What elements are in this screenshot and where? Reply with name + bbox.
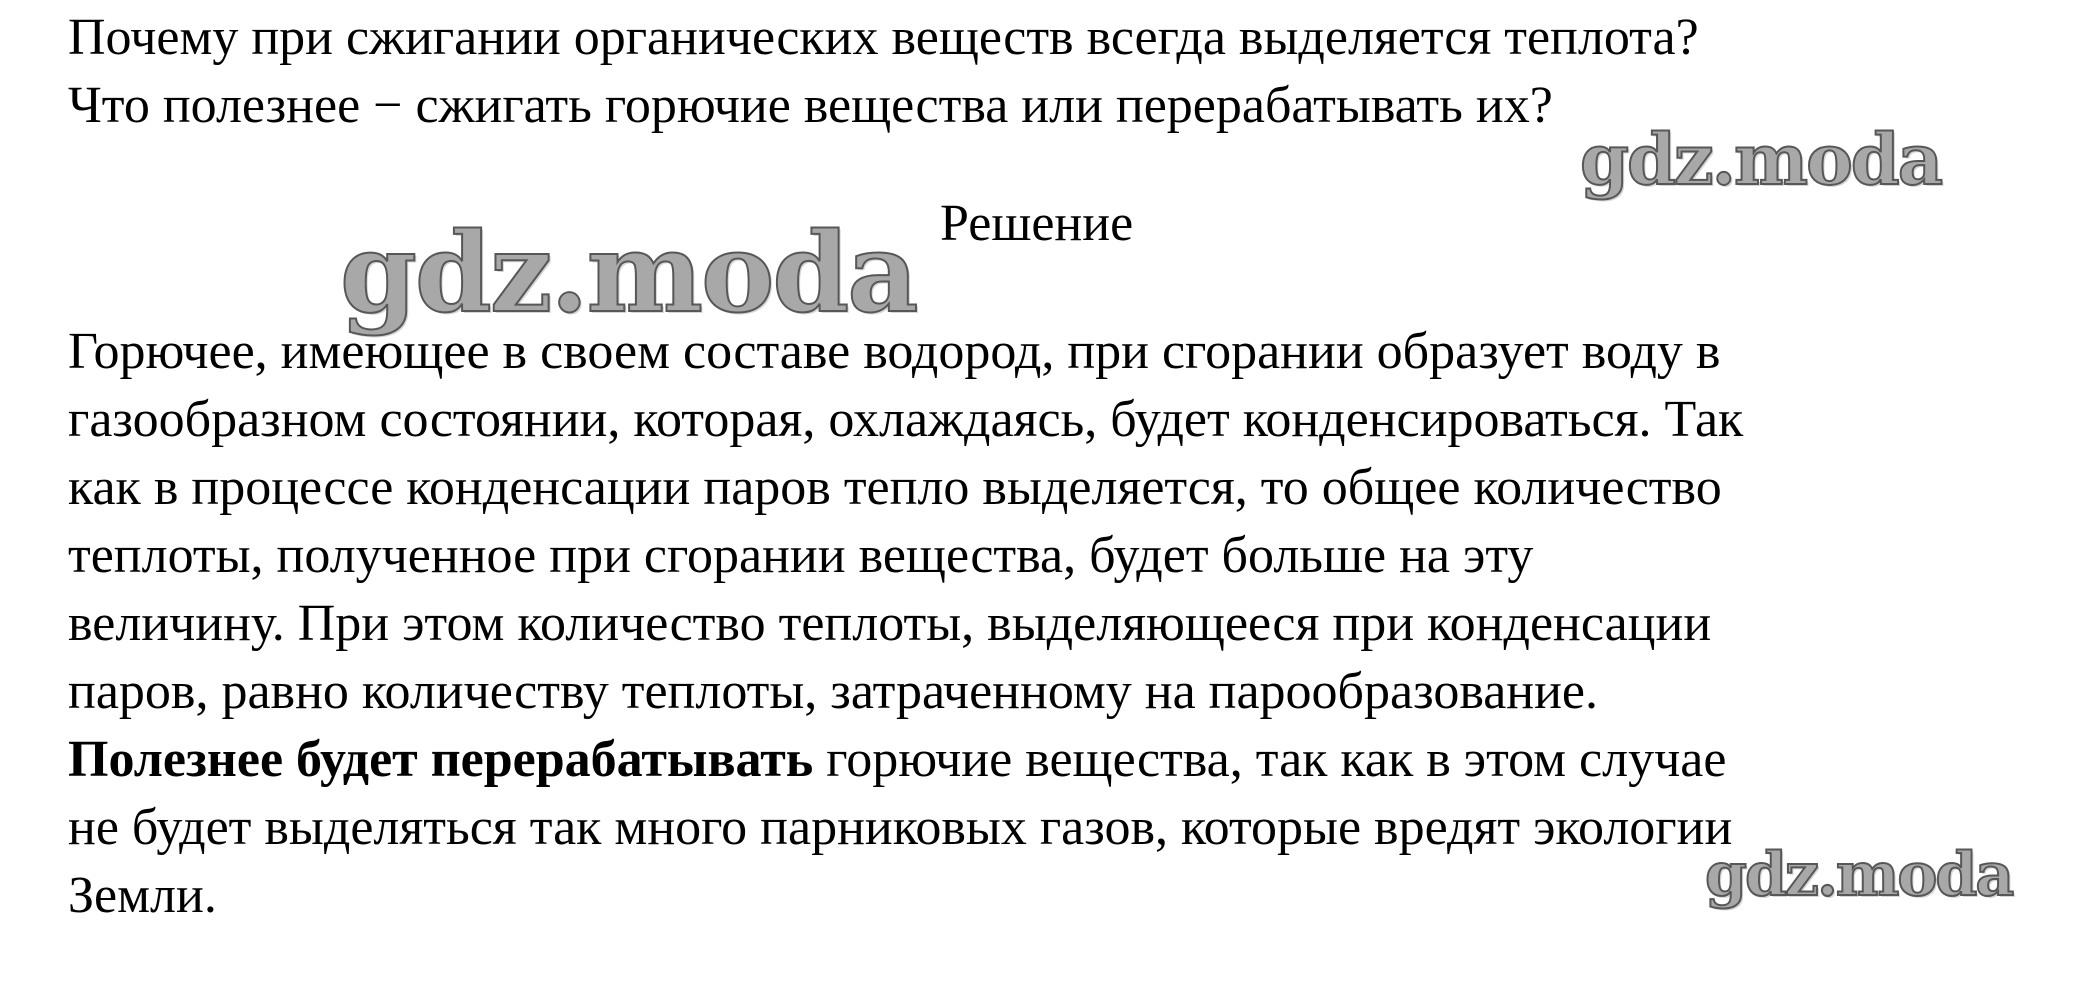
conclusion-bold: Полезнее будет перерабатывать: [68, 731, 814, 788]
watermark-bottom-right: gdz.moda: [1705, 840, 2013, 910]
solution-heading: Решение: [940, 195, 1134, 252]
watermark-top-right: gdz.moda: [1580, 118, 1942, 201]
answer-line-2: газообразном состоянии, которая, охлаждаясь, будет конденсироваться. Так: [68, 391, 1744, 448]
conclusion-line: [68, 726, 1726, 794]
question-line-2: Что полезнее − сжигать горючие вещества или перерабатывать их?: [68, 77, 1553, 134]
answer-tail-line-2: Земли.: [68, 867, 217, 924]
answer-tail-line-1: не будет выделяться так много парниковых газов, которые вредят экологии: [68, 799, 1733, 856]
answer-line-1: Горючее, имеющее в своем составе водород, при сгорании образует воду в: [68, 323, 1721, 380]
watermark-center: gdz.moda: [340, 208, 917, 337]
answer-line-4: теплоты, полученное при сгорании вещества, будет больше на эту: [68, 527, 1534, 584]
conclusion-rest: горючие вещества, так как в этом случае: [813, 731, 1727, 788]
answer-line-3: как в процессе конденсации паров тепло выделяется, то общее количество: [68, 459, 1722, 516]
answer-line-5: величину. При этом количество теплоты, выделяющееся при конденсации: [68, 595, 1712, 652]
answer-line-6: паров, равно количеству теплоты, затраченному на парообразование.: [68, 663, 1599, 720]
question-line-1: Почему при сжигании органических веществ всегда выделяется теплота?: [68, 9, 1699, 66]
